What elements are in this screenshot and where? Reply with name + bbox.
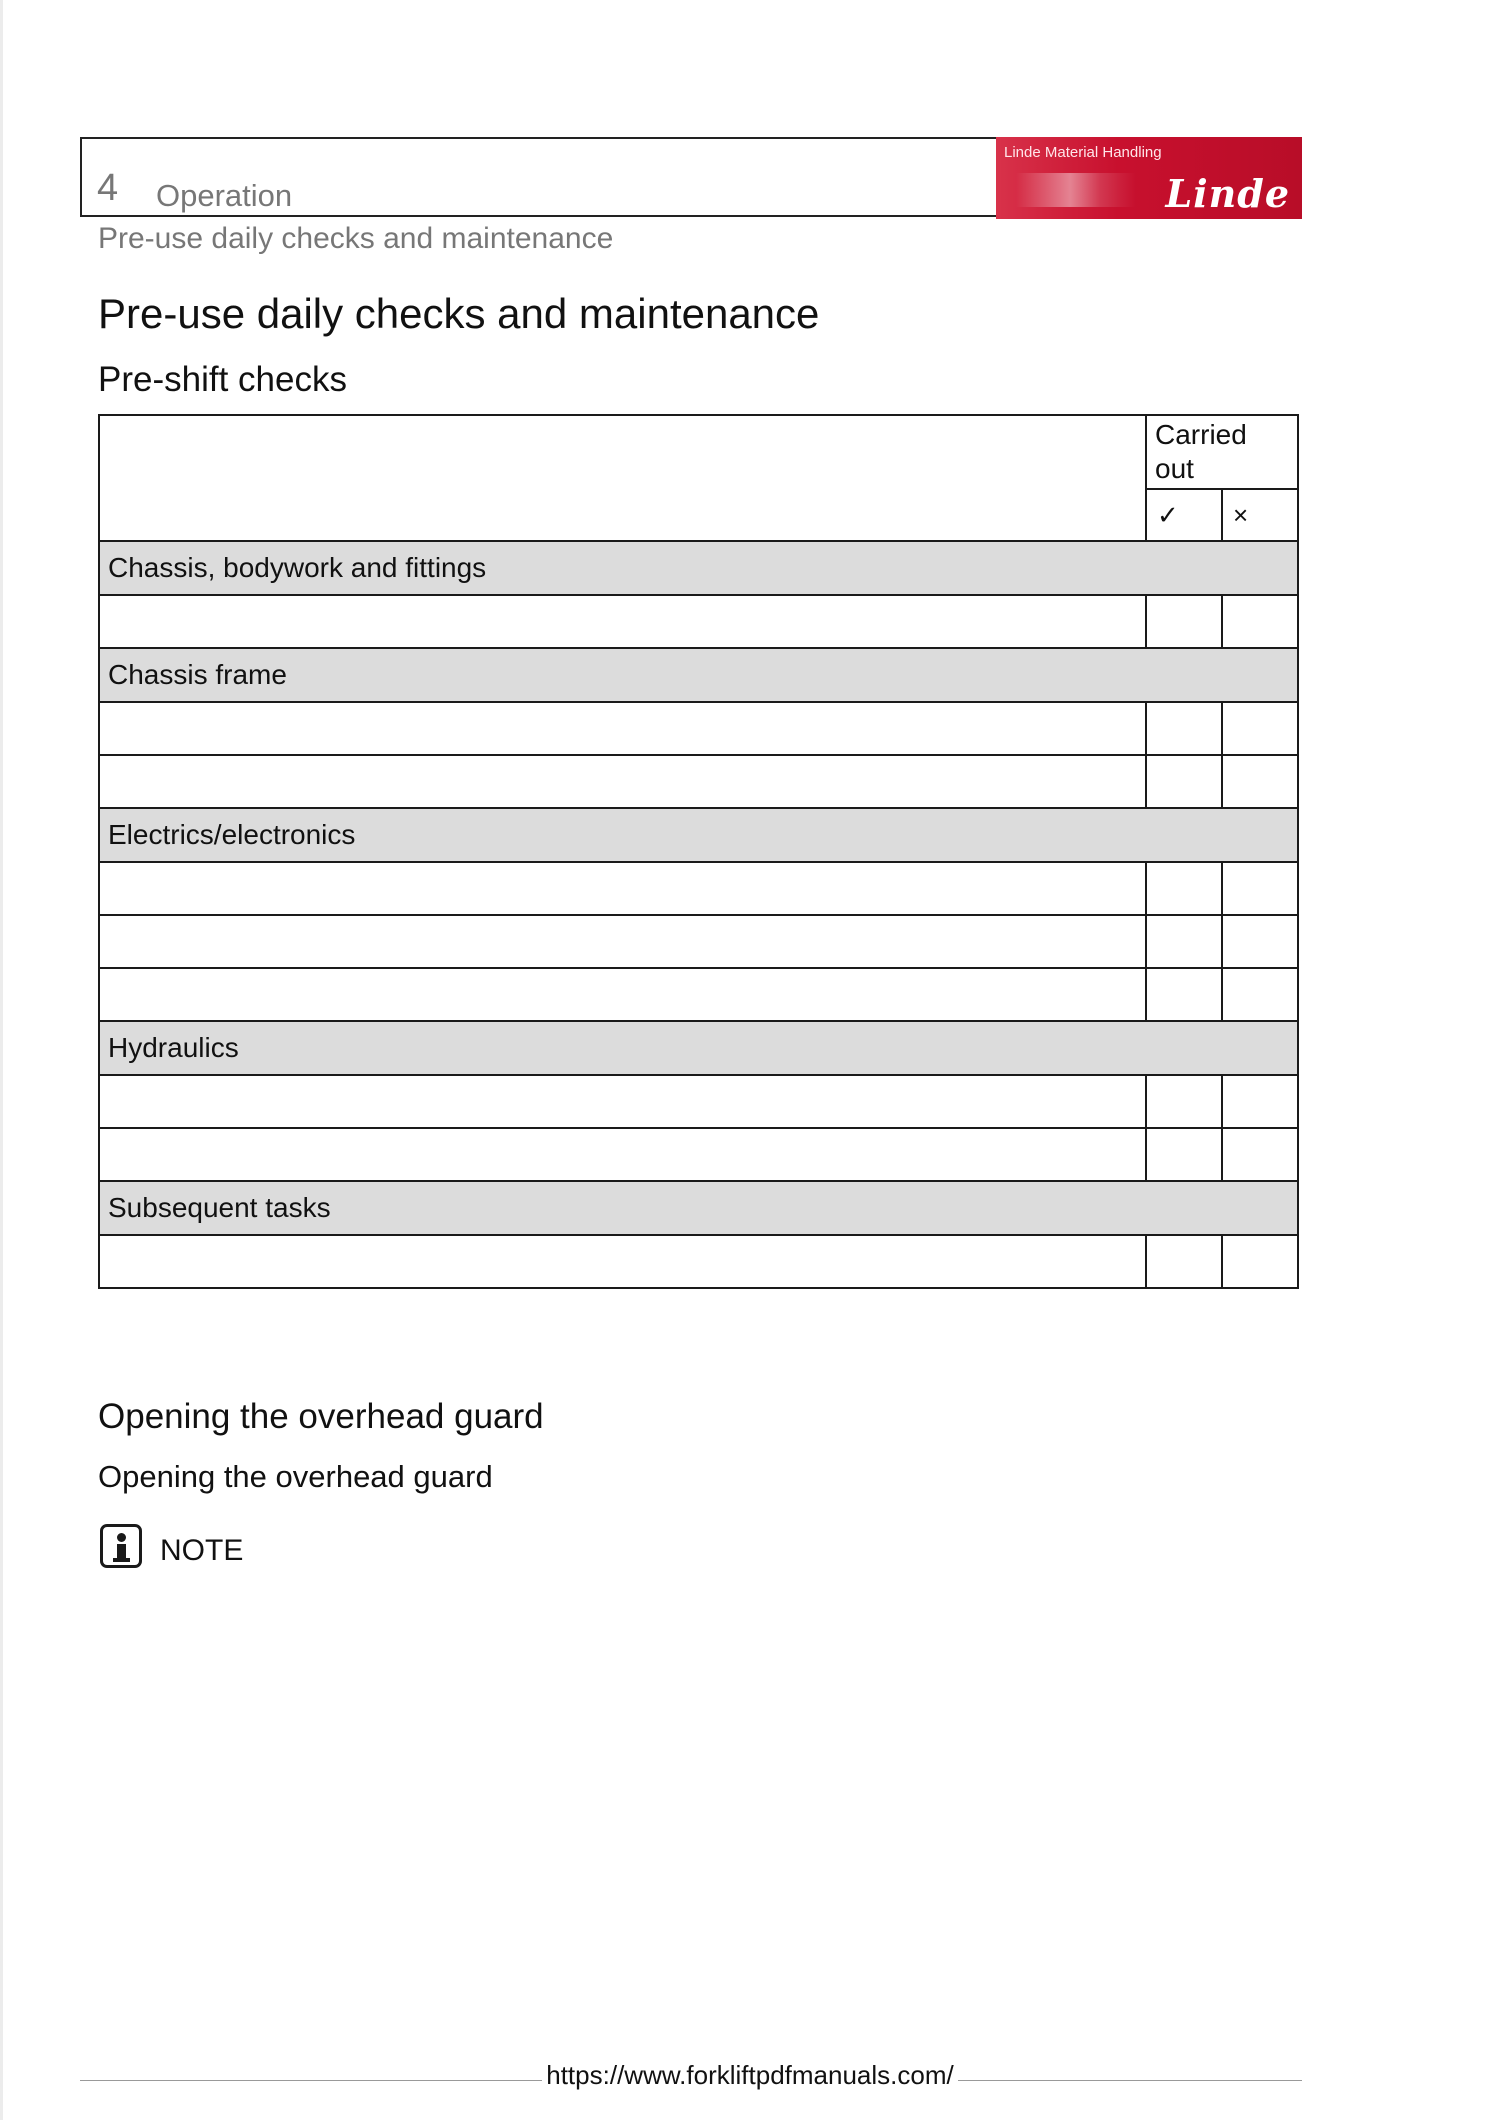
check-item-cell — [99, 755, 1146, 808]
carried-out-no-cell[interactable] — [1222, 862, 1298, 915]
check-item-cell — [99, 968, 1146, 1021]
table-row — [99, 1128, 1298, 1181]
check-item-cell — [99, 915, 1146, 968]
check-item-cell — [99, 1128, 1146, 1181]
check-item-cell — [99, 595, 1146, 648]
footer-url-wrap — [0, 2060, 1500, 2091]
category-row — [99, 1181, 1298, 1235]
carried-out-yes-cell[interactable] — [1146, 915, 1222, 968]
overhead-guard-subheading: Opening the overhead guard — [98, 1459, 493, 1494]
linde-logo: Linde — [1165, 171, 1290, 216]
check-item-cell — [99, 1075, 1146, 1128]
carried-out-yes-cell[interactable] — [1146, 968, 1222, 1021]
note-label: NOTE — [160, 1534, 244, 1567]
carried-out-no-cell[interactable] — [1222, 968, 1298, 1021]
table-row — [99, 1075, 1298, 1128]
category-label: Electrics/electronics — [99, 808, 1298, 862]
category-label: Subsequent tasks — [99, 1181, 1298, 1235]
carried-out-yes-cell[interactable] — [1146, 702, 1222, 755]
cross-mark-header — [1222, 489, 1298, 541]
carried-out-no-cell[interactable] — [1222, 1075, 1298, 1128]
overhead-guard-heading: Opening the overhead guard — [98, 1397, 544, 1436]
category-row — [99, 808, 1298, 862]
carried-out-yes-cell[interactable] — [1146, 1235, 1222, 1288]
section-title: Pre-shift checks — [98, 360, 347, 399]
carried-out-no-cell[interactable] — [1222, 702, 1298, 755]
category-row — [99, 1021, 1298, 1075]
breadcrumb: Pre-use daily checks and maintenance — [98, 222, 614, 255]
carried-out-no-cell[interactable] — [1222, 755, 1298, 808]
cross-icon: × — [1233, 499, 1249, 530]
carried-out-yes-cell[interactable] — [1146, 755, 1222, 808]
table-header-row — [99, 415, 1298, 489]
table-row — [99, 595, 1298, 648]
category-label: Chassis, bodywork and fittings — [99, 541, 1298, 595]
category-label: Chassis frame — [99, 648, 1298, 702]
category-row — [99, 648, 1298, 702]
table-row — [99, 862, 1298, 915]
check-item-cell — [99, 1235, 1146, 1288]
check-icon: ✓ — [1157, 499, 1179, 530]
brand-logo-block — [996, 137, 1302, 219]
carried-out-yes-cell[interactable] — [1146, 595, 1222, 648]
carried-out-no-cell[interactable] — [1222, 915, 1298, 968]
checks-table — [98, 414, 1299, 1289]
carried-out-header: Carried out — [1146, 415, 1298, 489]
footer-url[interactable]: https://www.forkliftpdfmanuals.com/ — [542, 2060, 957, 2090]
check-item-cell — [99, 702, 1146, 755]
page-title: Pre-use daily checks and maintenance — [98, 290, 820, 337]
carried-out-yes-cell[interactable] — [1146, 862, 1222, 915]
carried-out-no-cell[interactable] — [1222, 1235, 1298, 1288]
carried-out-yes-cell[interactable] — [1146, 1128, 1222, 1181]
check-item-cell — [99, 862, 1146, 915]
check-mark-header — [1146, 489, 1222, 541]
page-header — [80, 137, 1302, 217]
category-row — [99, 541, 1298, 595]
table-header-blank — [99, 415, 1146, 541]
chapter-number: 4 — [97, 167, 119, 209]
table-row — [99, 702, 1298, 755]
brand-company: Linde Material Handling — [1004, 144, 1162, 161]
table-row — [99, 968, 1298, 1021]
category-label: Hydraulics — [99, 1021, 1298, 1075]
table-row — [99, 915, 1298, 968]
brand-decoration — [1016, 173, 1136, 207]
carried-out-no-cell[interactable] — [1222, 1128, 1298, 1181]
chapter-title: Operation — [156, 178, 293, 213]
carried-out-no-cell[interactable] — [1222, 595, 1298, 648]
page-edge — [0, 0, 3, 2120]
table-row — [99, 755, 1298, 808]
carried-out-yes-cell[interactable] — [1146, 1075, 1222, 1128]
info-icon — [100, 1524, 142, 1568]
table-row — [99, 1235, 1298, 1288]
